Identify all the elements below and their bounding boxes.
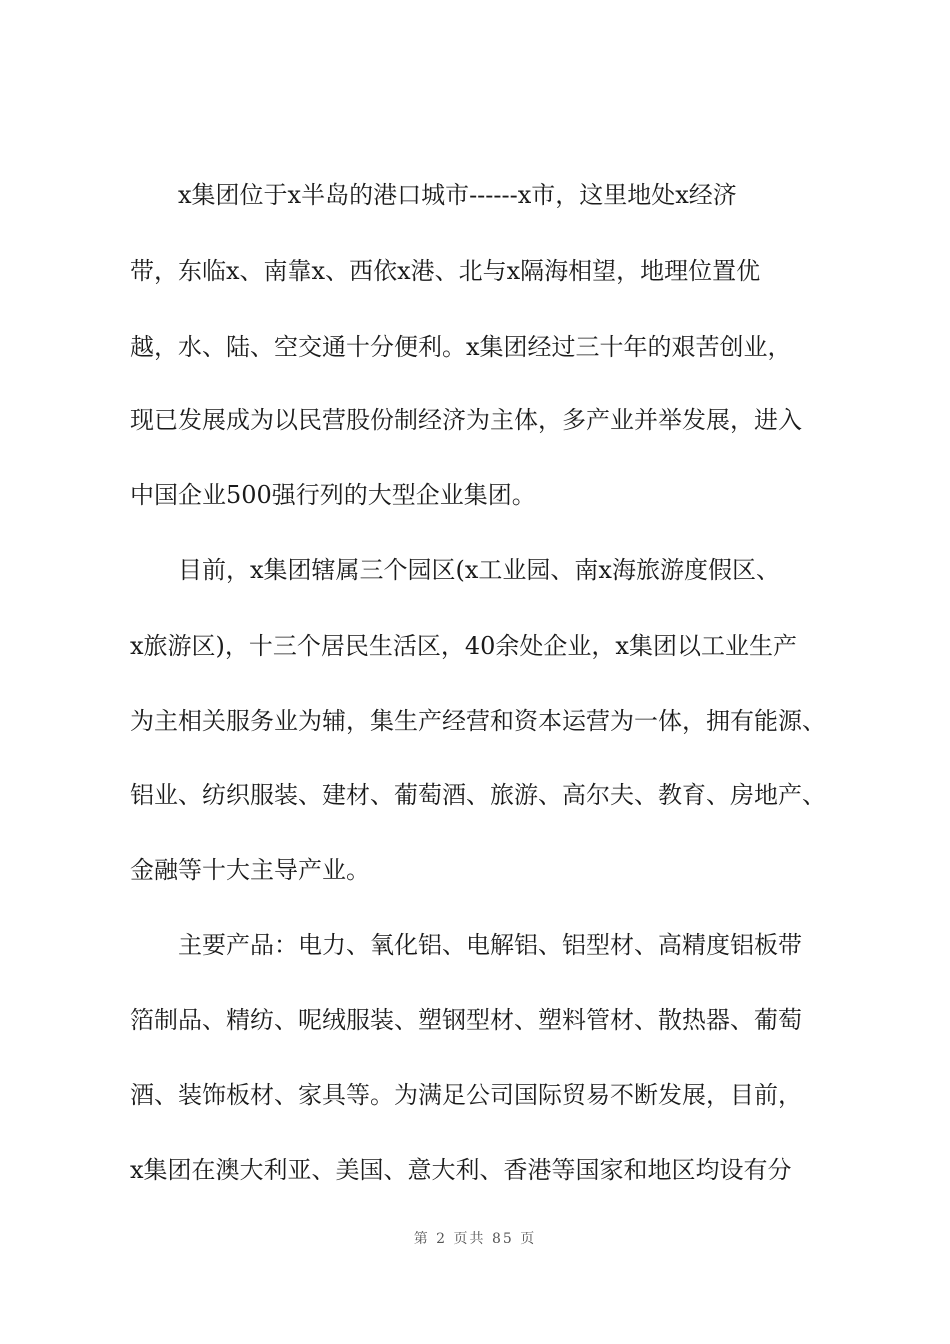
paragraph-2-line-2: x旅游区)，十三个居民生活区，40余处企业，x集团以工业生产 bbox=[130, 632, 797, 660]
paragraph-2-line-4: 铝业、纺织服装、建材、葡萄酒、旅游、高尔夫、教育、房地产、 bbox=[130, 781, 826, 809]
paragraph-2-line-3: 为主相关服务业为辅，集生产经营和资本运营为一体，拥有能源、 bbox=[130, 707, 826, 735]
paragraph-3-line-2: 箔制品、精纺、呢绒服装、塑钢型材、塑料管材、散热器、葡萄 bbox=[130, 1006, 802, 1034]
page-number-footer: 第 2 页共 85 页 bbox=[413, 1231, 537, 1247]
paragraph-1-line-2: 带，东临x、南靠x、西依x港、北与x隔海相望，地理位置优 bbox=[130, 257, 761, 285]
paragraph-3-line-3: 酒、装饰板材、家具等。为满足公司国际贸易不断发展，目前， bbox=[130, 1081, 802, 1109]
paragraph-1-line-3: 越，水、陆、空交通十分便利。x集团经过三十年的艰苦创业， bbox=[130, 333, 792, 361]
paragraph-1-line-5: 中国企业500强行列的大型企业集团。 bbox=[130, 481, 536, 509]
paragraph-3-line-1: 主要产品：电力、氧化铝、电解铝、铝型材、高精度铝板带 bbox=[178, 931, 802, 959]
paragraph-2-line-1: 目前，x集团辖属三个园区(x工业园、南x海旅游度假区、 bbox=[178, 556, 780, 584]
paragraph-1-line-1: x集团位于x半岛的港口城市------x市，这里地处x经济 bbox=[178, 181, 737, 209]
paragraph-3-line-4: x集团在澳大利亚、美国、意大利、香港等国家和地区均设有分 bbox=[130, 1156, 792, 1184]
paragraph-1-line-4: 现已发展成为以民营股份制经济为主体，多产业并举发展，进入 bbox=[130, 406, 802, 434]
paragraph-2-line-5: 金融等十大主导产业。 bbox=[130, 856, 370, 884]
